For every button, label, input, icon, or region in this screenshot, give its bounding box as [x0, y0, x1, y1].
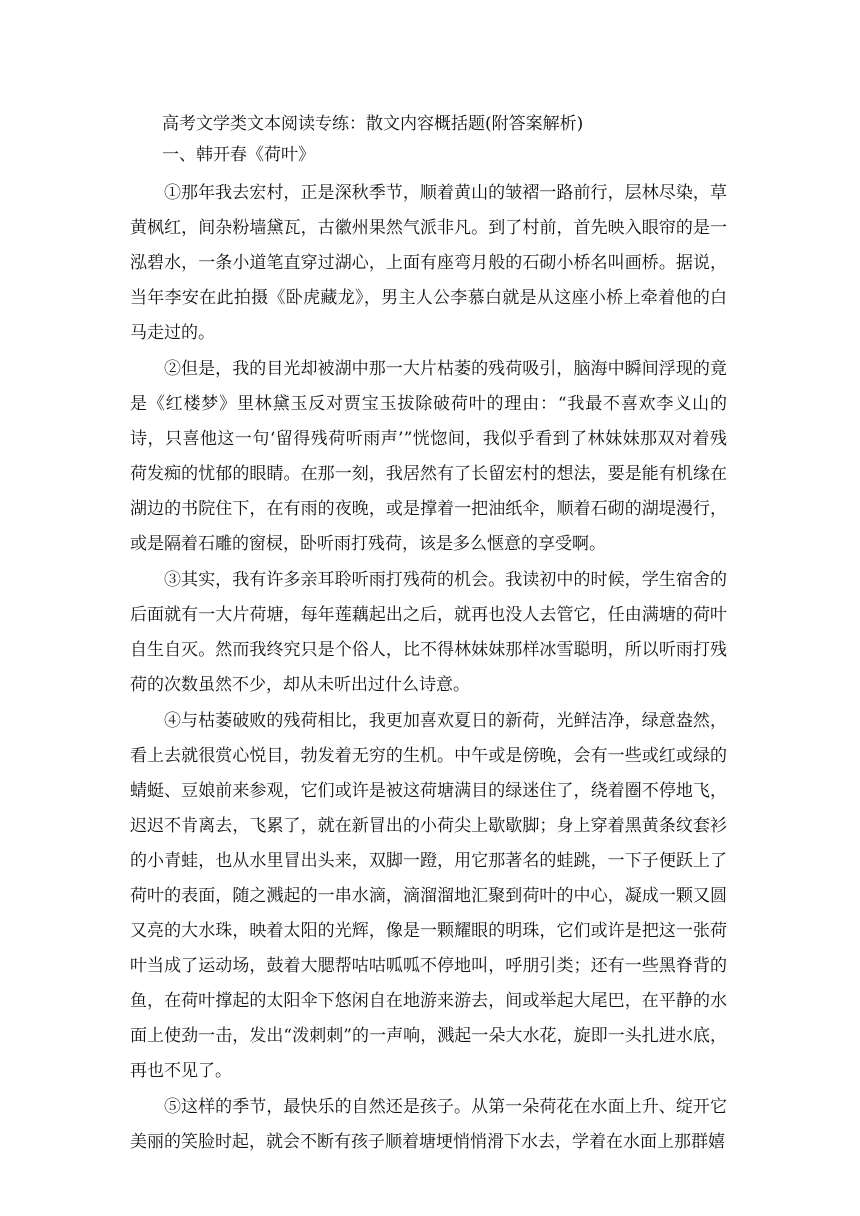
- paragraph-5: ⑤这样的季节，最快乐的自然还是孩子。从第一朵荷花在水面上升、绽开它美丽的笑脸时起，就会不断有孩子顺着塘埂悄悄滑下水去，学着在水面上那群嬉: [130, 1097, 727, 1152]
- paragraph-2: ②但是，我的目光却被湖中那一大片枯萎的残荷吸引，脑海中瞬间浮现的竟是《红楼梦》里林黛玉反对贾宝玉拔除破荷叶的理由：“我最不喜欢李义山的诗，只喜他这一句‘留得残荷听雨声’”恍惚间，我似乎看到了林妹妹那双对着残荷发痴的忧郁的眼睛。在那一刻，我居然有了长留宏村的想法，要是能有机缘在湖边的书院住下，在有雨的夜晚，或是撑着一把油纸伞，顺着石砌的湖堤漫行，或是隔着石雕的窗棂，卧听雨打残荷，该是多么惬意的享受啊。: [130, 359, 727, 554]
- paragraph-4: ④与枯萎破败的残荷相比，我更加喜欢夏日的新荷，光鲜洁净，绿意盎然，看上去就很赏心悦目，勃发着无穷的生机。中午或是傍晚，会有一些或红或绿的蜻蜓、豆娘前来参观，它们或许是被这荷塘满目的绿迷住了，绕着圈不停地飞，迟迟不肯离去，飞累了，就在新冒出的小荷尖上歇歇脚；身上穿着黑黄条纹套衫的小青蛙，也从水里冒出头来，双脚一蹬，用它那著名的蛙跳，一下子便跃上了荷叶的表面，随之溅起的一串水滴，滴溜溜地汇聚到荷叶的中心，凝成一颗又圆又亮的大水珠，映着太阳的光辉，像是一颗耀眼的明珠，它们或许是把这一张荷叶当成了运动场，鼓着大腮帮咕咕呱呱不停地叫，呼朋引类；还有一些黑脊背的鱼，在荷叶撑起的太阳伞下悠闲自在地游来游去，间或举起大尾巴，在平静的水面上使劲一击，发出“泼刺刺”的一声响，溅起一朵大水花，旋即一头扎进水底，再也不见了。: [130, 711, 727, 1081]
- paragraph-1: ①那年我去宏村，正是深秋季节，顺着黄山的皱褶一路前行，层林尽染，草黄枫红，间杂粉墙黛瓦，古徽州果然气派非凡。到了村前，首先映入眼帘的是一泓碧水，一条小道笔直穿过湖心，上面有座弯月般的石砌小桥名叫画桥。据说，当年李安在此拍摄《卧虎藏龙》，男主人公李慕白就是从这座小桥上牵着他的白马走过的。: [130, 183, 727, 343]
- section-heading: 一、韩开春《荷叶》: [162, 145, 315, 165]
- document-body: [130, 108, 727, 1161]
- document-title: 高考文学类文本阅读专练：散文内容概括题(附答案解析): [162, 114, 584, 134]
- paragraph-3: ③其实，我有许多亲耳聆听雨打残荷的机会。我读初中的时候，学生宿舍的后面就有一大片荷塘，每年莲藕起出之后，就再也没人去管它，任由满塘的荷叶自生自灭。然而我终究只是个俗人，比不得林妹妹那样冰雪聪明，所以听雨打残荷的次数虽然不少，却从未听出过什么诗意。: [130, 570, 727, 695]
